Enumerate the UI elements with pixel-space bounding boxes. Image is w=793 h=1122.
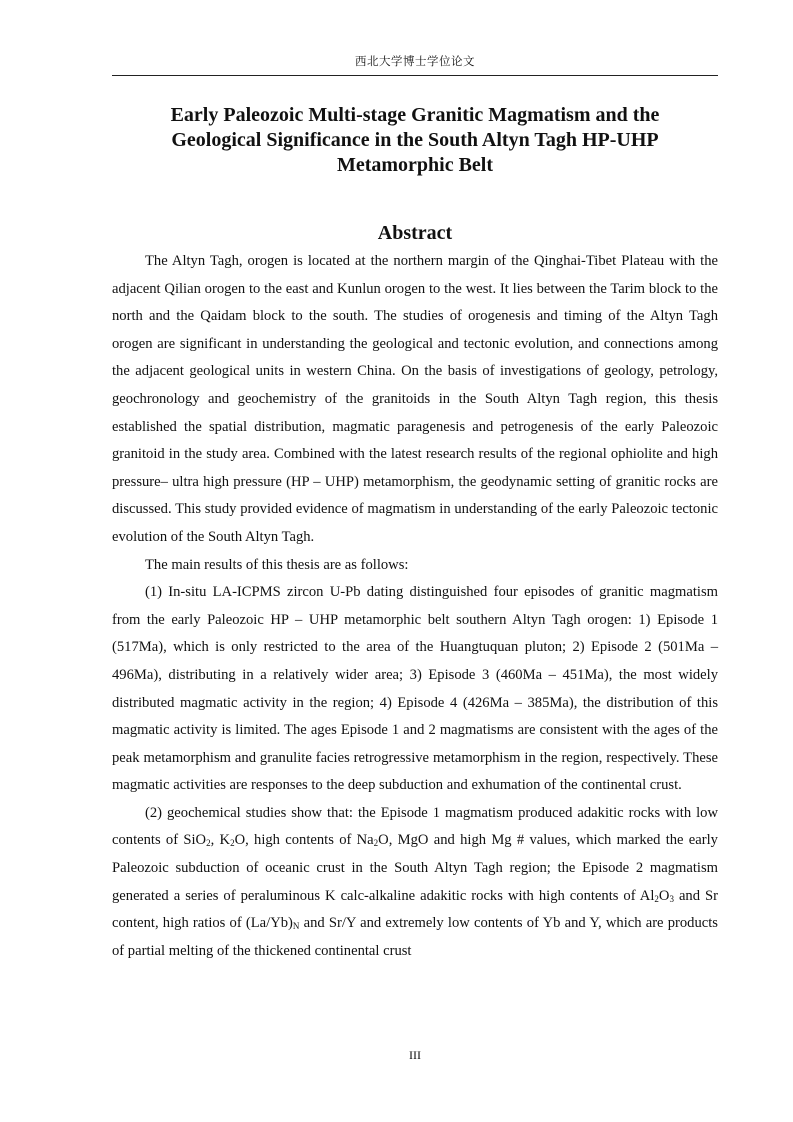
thesis-title-line-1: Early Paleozoic Multi-stage Granitic Magmatism and the [170,104,660,126]
result-2-text: and Sr/Y and extremely low contents of Yb and Y, which are products of partial melting of the thickened continental crust [112,915,718,959]
abstract-paragraph-result-1: (1) In-situ LA-ICPMS zircon U-Pb dating distinguished four episodes of granitic magmatism from the early Paleozoic HP – UHP metamorphic belt southern Altyn Tagh orogen: 1) Episode 1 (517Ma), which is only restricted to the area of the Huangtuquan pluton; 2) Episode 2 (501Ma – 496Ma), distributing in a relatively wider area; 3) Episode 3 (460Ma – 451Ma), the most widely distributed magmatic activity in the region; 4) Episode 4 (426Ma – 385Ma), the distribution of this magmatic activity is limited. The ages Episode 1 and 2 magmatisms are consistent with the ages of the peak metamorphism and granulite facies retrogressive metamorphism in the region, respectively. These magmatic activities are responses to the deep subduction and exhumation of the continental crust. [112,584,718,794]
abstract-paragraph-intro: The Altyn Tagh, orogen is located at the northern margin of the Qinghai-Tibet Plateau with the adjacent Qilian orogen to the east and Kunlun orogen to the west. It lies between the Tarim block to the north and the Qaidam block to the south. The studies of orogenesis and timing of the Altyn Tagh orogen are significant in understanding the geological and tectonic evolution, and connections among the adjacent geological units in western China. On the basis of investigations of geology, petrology, geochronology and geochemistry of the granitoids in the South Altyn Tagh region, this thesis established the spatial distribution, magmatic paragenesis and petrogenesis of the early Paleozoic granitoid in the study area. Combined with the latest research results of the regional ophiolite and high pressure– ultra high pressure (HP – UHP) metamorphism, the geodynamic setting of granitic rocks are discussed. This study provided evidence of magmatism in understanding of the early Paleozoic tectonic evolution of the South Altyn Tagh. [112,253,718,545]
abstract-paragraph-results-lead: The main results of this thesis are as follows: [145,556,409,573]
result-2-text: , K [210,832,231,849]
thesis-title-line-3: Metamorphic Belt [336,154,494,176]
header-rule [112,75,718,76]
result-2-text: O, high contents of Na [234,832,374,849]
thesis-title-line-2: Geological Significance in the South Altyn Tagh HP-UHP [171,129,659,151]
subscript: 2 [206,838,211,849]
abstract-body [112,248,718,965]
subscript: 2 [654,893,659,904]
subscript: 2 [230,838,235,849]
thesis-title [112,103,718,178]
abstract-paragraph-result-2 [112,800,718,966]
running-header: 西北大学博士学位论文 [355,56,475,68]
result-2-text: O, MgO and high Mg # values, which marked the early Paleozoic subduction of oceanic crust in the South Altyn Tagh region; the Episode 2 magmatism generated a series of peraluminous K calc-alkaline adakitic rocks with high contents of Al [112,832,718,904]
subscript: 3 [669,893,674,904]
result-2-text: (2) geochemical studies show that: the Episode 1 magmatism produced adakitic rocks with low contents of SiO [112,804,718,849]
result-2-text: and Sr content, high ratios of (La/Yb) [112,887,718,932]
abstract-heading: Abstract [377,222,453,244]
subscript: 2 [373,838,379,849]
subscript: N [292,921,300,932]
page-number: III [409,1048,421,1062]
result-2-text: O [658,887,670,904]
